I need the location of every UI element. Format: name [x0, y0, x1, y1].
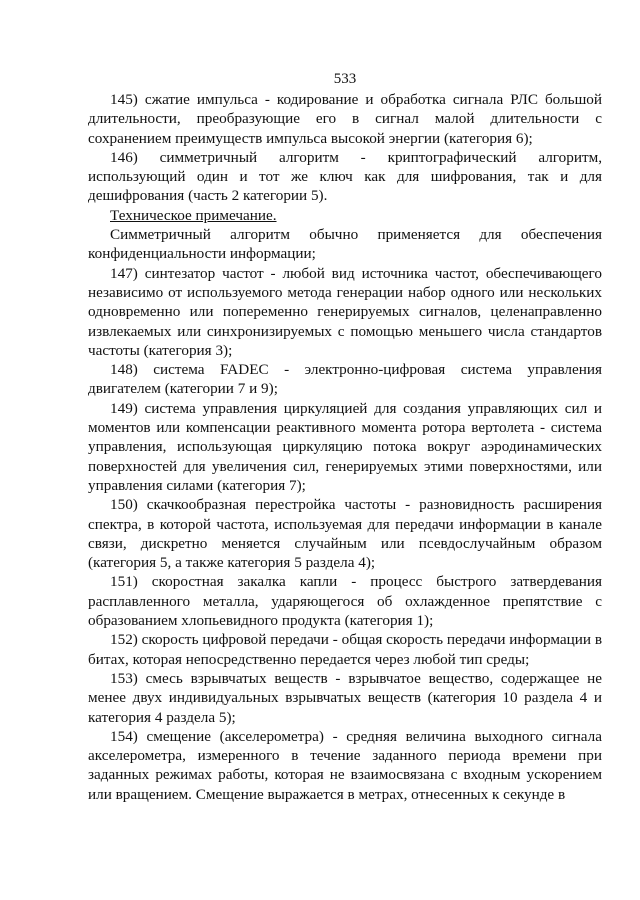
definition-150: 150) скачкообразная перестройка частоты - разновидность расширения спектра, в которой частота, используемая для передачи информации в канале связи, дискретно меняется случайным или псевдослучайным образом (категория 5, а также категория 5 раздела 4);: [88, 496, 602, 572]
definition-149: 149) система управления циркуляцией для создания управляющих сил и моментов или компенсации реактивного момента ротора вертолета - система управления, использующая циркуляцию потока вокруг аэродинамических поверхностей для увеличения сил, генерируемых этими поверхностями, или управления силами (категория 7);: [88, 399, 602, 494]
definition-146: 146) симметричный алгоритм - криптографический алгоритм, использующий один и тот же ключ как для шифрования, так и для дешифрования (часть 2 категории 5).: [88, 148, 602, 205]
definition-147: 147) синтезатор частот - любой вид источника частот, обеспечивающего независимо от используемого метода генерации набор одного или нескольких одновременно или попеременно генерируемых сигналов, целенаправленно извлекаемых или синхронизируемых с помощью меньшего числа стандартов частоты (категория 3);: [88, 264, 602, 359]
definition-145: 145) сжатие импульса - кодирование и обработка сигнала РЛС большой длительности, преобразующие его в сигнал малой длительности с сохранением преимуществ импульса высокой энергии (категория 6);: [88, 91, 602, 147]
document-page: [88, 70, 602, 804]
technical-note-heading: [88, 206, 602, 225]
technical-note-heading-text: Техническое примечание.: [110, 206, 277, 224]
definition-154: 154) смещение (акселерометра) - средняя величина выходного сигнала акселерометра, измеренного в течение заданного периода времени при заданных режимах работы, которая не взаимосвязана с входным ускорением или вращением. Смещение выражается в метрах, отнесенных к секунде в: [88, 727, 602, 803]
definition-148: 148) система FADEC - электронно-цифровая система управления двигателем (категории 7 и 9);: [88, 361, 602, 398]
technical-note-text: Симметричный алгоритм обычно применяется для обеспечения конфиденциальности информации;: [88, 226, 602, 263]
definition-153: 153) смесь взрывчатых веществ - взрывчатое вещество, содержащее не менее двух индивидуальных взрывчатых веществ (категория 10 раздела 4 и категория 4 раздела 5);: [88, 669, 602, 726]
page-number: 533: [333, 71, 357, 87]
definition-152: 152) скорость цифровой передачи - общая скорость передачи информации в битах, которая непосредственно передается через любой тип среды;: [88, 631, 602, 668]
definition-151: 151) скоростная закалка капли - процесс быстрого затвердевания расплавленного металла, ударяющегося об охлажденное препятствие с образованием хлопьевидного продукта (категория 1);: [88, 573, 602, 630]
